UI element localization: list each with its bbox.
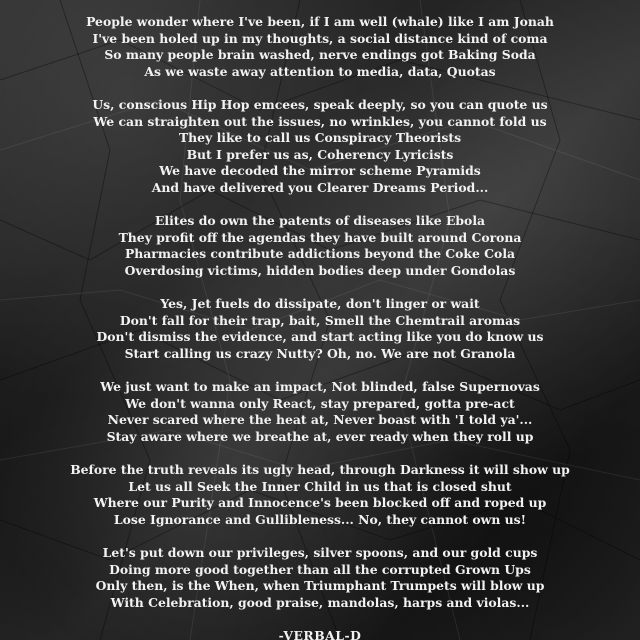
poem-line: Yes, Jet fuels do dissipate, don't linger or wait bbox=[160, 296, 480, 312]
poem-signature: -VERBAL-D bbox=[278, 627, 362, 640]
poem-stanza-1 bbox=[0, 14, 640, 80]
poem-stanza-3 bbox=[0, 213, 640, 279]
poem-line: We can straighten out the issues, no wrinkles, you cannot fold us bbox=[93, 113, 547, 129]
poem-text bbox=[0, 14, 640, 640]
poem-line: Before the truth reveals its ugly head, through Darkness it will show up bbox=[70, 462, 570, 478]
poem-line: They like to call us Conspiracy Theorists bbox=[178, 130, 462, 146]
poem-stanza-7 bbox=[0, 545, 640, 611]
poem-line: People wonder where I've been, if I am well (whale) like I am Jonah bbox=[86, 14, 554, 29]
poem-line: Don't dismiss the evidence, and start acting like you do know us bbox=[96, 329, 544, 345]
poem-stanza-2 bbox=[0, 97, 640, 197]
poem-line: Where our Purity and Innocence's been blocked off and roped up bbox=[93, 495, 547, 511]
poem-line: We have decoded the mirror scheme Pyramids bbox=[159, 163, 481, 179]
poem-line: We just want to make an impact, Not blinded, false Supernovas bbox=[100, 379, 540, 395]
poem-line: I've been holed up in my thoughts, a social distance kind of coma bbox=[92, 30, 548, 46]
poem-stanza-6 bbox=[0, 462, 640, 528]
poem-stanza-4 bbox=[0, 296, 640, 362]
poem-line: Don't fall for their trap, bait, Smell the Chemtrail aromas bbox=[119, 312, 521, 328]
poem-line: Only then, is the When, when Triumphant Trumpets will blow up bbox=[95, 578, 545, 594]
poem-line: They profit off the agendas they have built around Corona bbox=[118, 229, 522, 245]
poem-line: And have delivered you Clearer Dreams Period... bbox=[151, 179, 489, 195]
poem-stanza-5 bbox=[0, 379, 640, 445]
poem-line: As we waste away attention to media, data, Quotas bbox=[144, 63, 496, 79]
poem-line: We don't wanna only React, stay prepared, gotta pre-act bbox=[125, 395, 515, 411]
poem-line: Stay aware where we breathe at, ever ready when they roll up bbox=[106, 428, 534, 444]
poem-line: Doing more good together than all the corrupted Grown Ups bbox=[109, 561, 531, 577]
poem-line: With Celebration, good praise, mandolas, harps and violas... bbox=[110, 594, 530, 610]
poem-line: Let us all Seek the Inner Child in us that is closed shut bbox=[128, 478, 512, 494]
poem-line: Never scared where the heat at, Never boast with 'I told ya'... bbox=[107, 412, 533, 428]
poem-line: Overdosing victims, hidden bodies deep under Gondolas bbox=[124, 262, 516, 278]
poem-line: Let's put down our privileges, silver spoons, and our gold cups bbox=[102, 545, 538, 560]
poem-line: Lose Ignorance and Gullibleness... No, they cannot own us! bbox=[113, 511, 527, 527]
poem-line: Elites do own the patents of diseases like Ebola bbox=[154, 213, 486, 229]
poem-line: Us, conscious Hip Hop emcees, speak deeply, so you can quote us bbox=[92, 96, 548, 112]
poem-line: So many people brain washed, nerve endings got Baking Soda bbox=[104, 47, 536, 63]
poem-line: But I prefer us as, Coherency Lyricists bbox=[186, 146, 454, 162]
poem-line: Pharmacies contribute addictions beyond the Coke Cola bbox=[124, 246, 516, 262]
poem-line: Start calling us crazy Nutty? Oh, no. We are not Granola bbox=[124, 345, 516, 361]
